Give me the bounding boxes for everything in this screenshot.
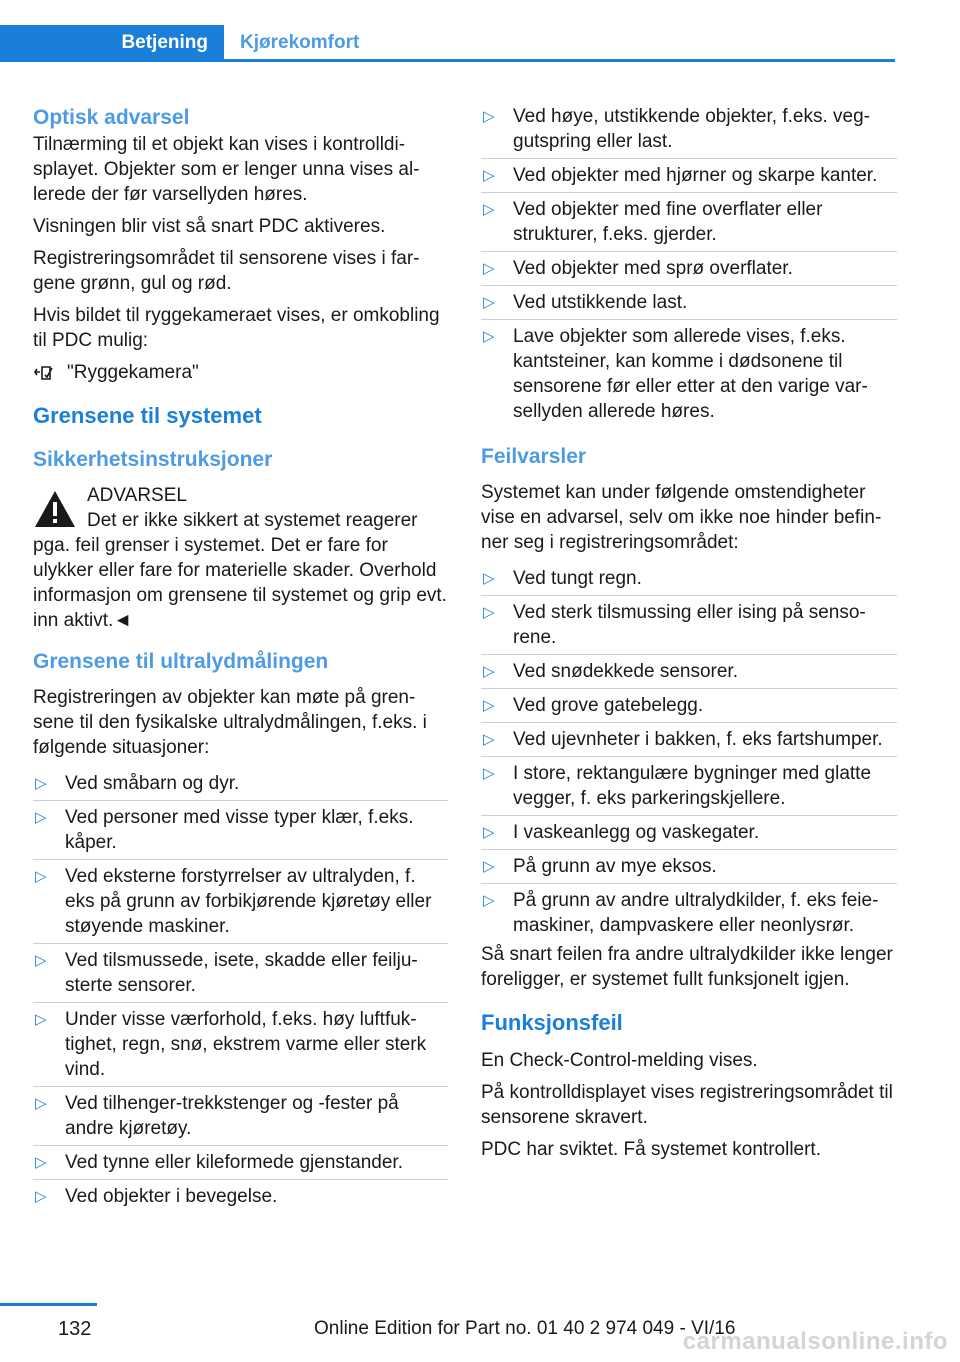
edition-text: Online Edition for Part no. 01 40 2 974 049 - VI/16 [314, 1318, 736, 1339]
fault-list [481, 562, 897, 942]
triangle-bullet-icon: ▷ [35, 868, 47, 885]
list-item: ▷ Ved objekter i bevegelse. [33, 1179, 448, 1213]
list-item: ▷ Ved utstikkende last. [481, 285, 897, 319]
list-item: ▷ Ved tynne eller kileformede gjenstander. [33, 1145, 448, 1179]
page-number: 132 [58, 1318, 92, 1340]
triangle-bullet-icon: ▷ [483, 824, 495, 841]
right-column [481, 100, 897, 1169]
rear-camera-icon [33, 363, 55, 383]
list-item: ▷ Ved objekter med hjørner og skarpe kanter. [481, 158, 897, 192]
triangle-bullet-icon: ▷ [35, 952, 47, 969]
list-item: ▷ I store, rektangulære bygninger med glatte vegger, f. eks parkeringskjellere. [481, 756, 897, 815]
paragraph: Systemet kan under følgende omstendigheter vise en advarsel, selv om ikke noe hinder befinner seg i registreringsområdet: [481, 482, 882, 553]
triangle-bullet-icon: ▷ [35, 1011, 47, 1028]
triangle-bullet-icon: ▷ [35, 1188, 47, 1205]
paragraph: Tilnærming til et objekt kan vises i kontrolldisplayet. Objekter som er lenger unna vises allerede der før varsellyden høres. [33, 134, 420, 205]
list-item: ▷ Ved ujevnheter i bakken, f. eks fartshumper. [481, 722, 897, 756]
triangle-bullet-icon: ▷ [483, 697, 495, 714]
list-item: ▷ Ved eksterne forstyrrelser av ultralyden, f. eks på grunn av forbikjørende kjøretøy eller støyende maskiner. [33, 859, 448, 943]
list-item: ▷ Ved høye, utstikkende objekter, f.eks. veggutspring eller last. [483, 106, 870, 152]
list-item: ▷ Ved tungt regn. [483, 568, 642, 589]
triangle-bullet-icon: ▷ [483, 892, 495, 909]
list-item: ▷ I vaskeanlegg og vaskegater. [481, 815, 897, 849]
triangle-bullet-icon: ▷ [483, 294, 495, 311]
safety-heading: Sikkerhetsinstruksjoner [33, 448, 273, 471]
warning-block [33, 483, 448, 633]
warning-text: Det er ikke sikkert at systemet reagerer pga. feil grenser i systemet. Det er fare for ulykker eller fare for materielle skader. Overhold informasjon om grensene til systemet og grip evt. inn aktivt.◄ [33, 510, 447, 631]
list-item: ▷ Ved snødekkede sensorer. [481, 654, 897, 688]
triangle-bullet-icon: ▷ [483, 201, 495, 218]
paragraph: Så snart feilen fra andre ultralydkilder ikke lenger foreligger, er systemet fullt funksjonelt igjen. [481, 944, 893, 990]
triangle-bullet-icon: ▷ [483, 260, 495, 277]
triangle-bullet-icon: ▷ [483, 167, 495, 184]
warning-title: ADVARSEL [87, 485, 187, 506]
paragraph: Registreringsområdet til sensorene vises i fargene grønn, gul og rød. [33, 248, 420, 294]
triangle-bullet-icon: ▷ [483, 570, 495, 587]
list-item: ▷ Ved objekter med sprø overflater. [481, 251, 897, 285]
ultrasound-list [33, 767, 448, 1213]
warning-triangle-icon [33, 489, 77, 529]
tab-kjorekomfort[interactable]: Kjørekomfort [240, 32, 360, 53]
camera-option [33, 360, 448, 385]
triangle-bullet-icon: ▷ [483, 604, 495, 621]
triangle-bullet-icon: ▷ [35, 809, 47, 826]
watermark: carmanualsonline.info [682, 1328, 948, 1355]
triangle-bullet-icon: ▷ [483, 328, 495, 345]
footer-rule [0, 1303, 97, 1306]
camera-label: "Ryggekamera" [67, 362, 199, 383]
ultrasound-list-continued [481, 100, 897, 428]
fault-warnings-heading: Feilvarsler [481, 445, 587, 468]
triangle-bullet-icon: ▷ [483, 765, 495, 782]
triangle-bullet-icon: ▷ [483, 663, 495, 680]
triangle-bullet-icon: ▷ [483, 858, 495, 875]
list-item: ▷ Ved objekter med fine overflater eller strukturer, f.eks. gjerder. [481, 192, 897, 251]
list-item: ▷ Ved sterk tilsmussing eller ising på sensorene. [481, 595, 897, 654]
paragraph: PDC har sviktet. Få systemet kontrollert. [481, 1139, 821, 1160]
list-item: ▷ Lave objekter som allerede vises, f.eks. kantsteiner, kan komme i dødsonene til sensorene før eller etter at den varige varsellyden allerede høres. [481, 319, 897, 428]
list-item: ▷ Ved småbarn og dyr. [35, 773, 240, 794]
list-item: ▷ På grunn av andre ultralydkilder, f. eks feiemaskiner, dampvaskere eller neonlysrør. [481, 883, 897, 942]
list-item: ▷ Ved personer med visse typer klær, f.eks. kåper. [33, 800, 448, 859]
list-item: ▷ Ved grove gatebelegg. [481, 688, 897, 722]
triangle-bullet-icon: ▷ [35, 1095, 47, 1112]
paragraph: Hvis bildet til ryggekameraet vises, er omkobling til PDC mulig: [33, 305, 440, 351]
paragraph: Visningen blir vist så snart PDC aktiveres. [33, 216, 386, 237]
triangle-bullet-icon: ▷ [483, 731, 495, 748]
left-column [33, 100, 448, 1213]
triangle-bullet-icon: ▷ [35, 1154, 47, 1171]
paragraph: En Check-Control-melding vises. [481, 1050, 758, 1071]
triangle-bullet-icon: ▷ [35, 775, 47, 792]
list-item: ▷ Ved tilhenger-trekkstenger og -fester på andre kjøretøy. [33, 1086, 448, 1145]
optical-warning-heading: Optisk advarsel [33, 106, 190, 129]
list-item: ▷ På grunn av mye eksos. [481, 849, 897, 883]
list-item: ▷ Ved tilsmussede, isete, skadde eller feiljusterte sensorer. [33, 943, 448, 1002]
paragraph: Registreringen av objekter kan møte på grensene til den fysikalske ultralydmålingen, f.eks. i følgende situasjoner: [33, 687, 427, 758]
malfunction-heading: Funksjonsfeil [481, 1010, 623, 1035]
list-item: ▷ Under visse værforhold, f.eks. høy luftfuktighet, regn, snø, ekstrem varme eller sterk vind. [33, 1002, 448, 1086]
triangle-bullet-icon: ▷ [483, 108, 495, 125]
paragraph: På kontrolldisplayet vises registreringsområdet til sensorene skravert. [481, 1082, 893, 1128]
ultrasound-limits-heading: Grensene til ultralydmålingen [33, 650, 329, 673]
system-limits-heading: Grensene til systemet [33, 403, 262, 428]
tab-betjening[interactable]: Betjening [0, 25, 224, 61]
